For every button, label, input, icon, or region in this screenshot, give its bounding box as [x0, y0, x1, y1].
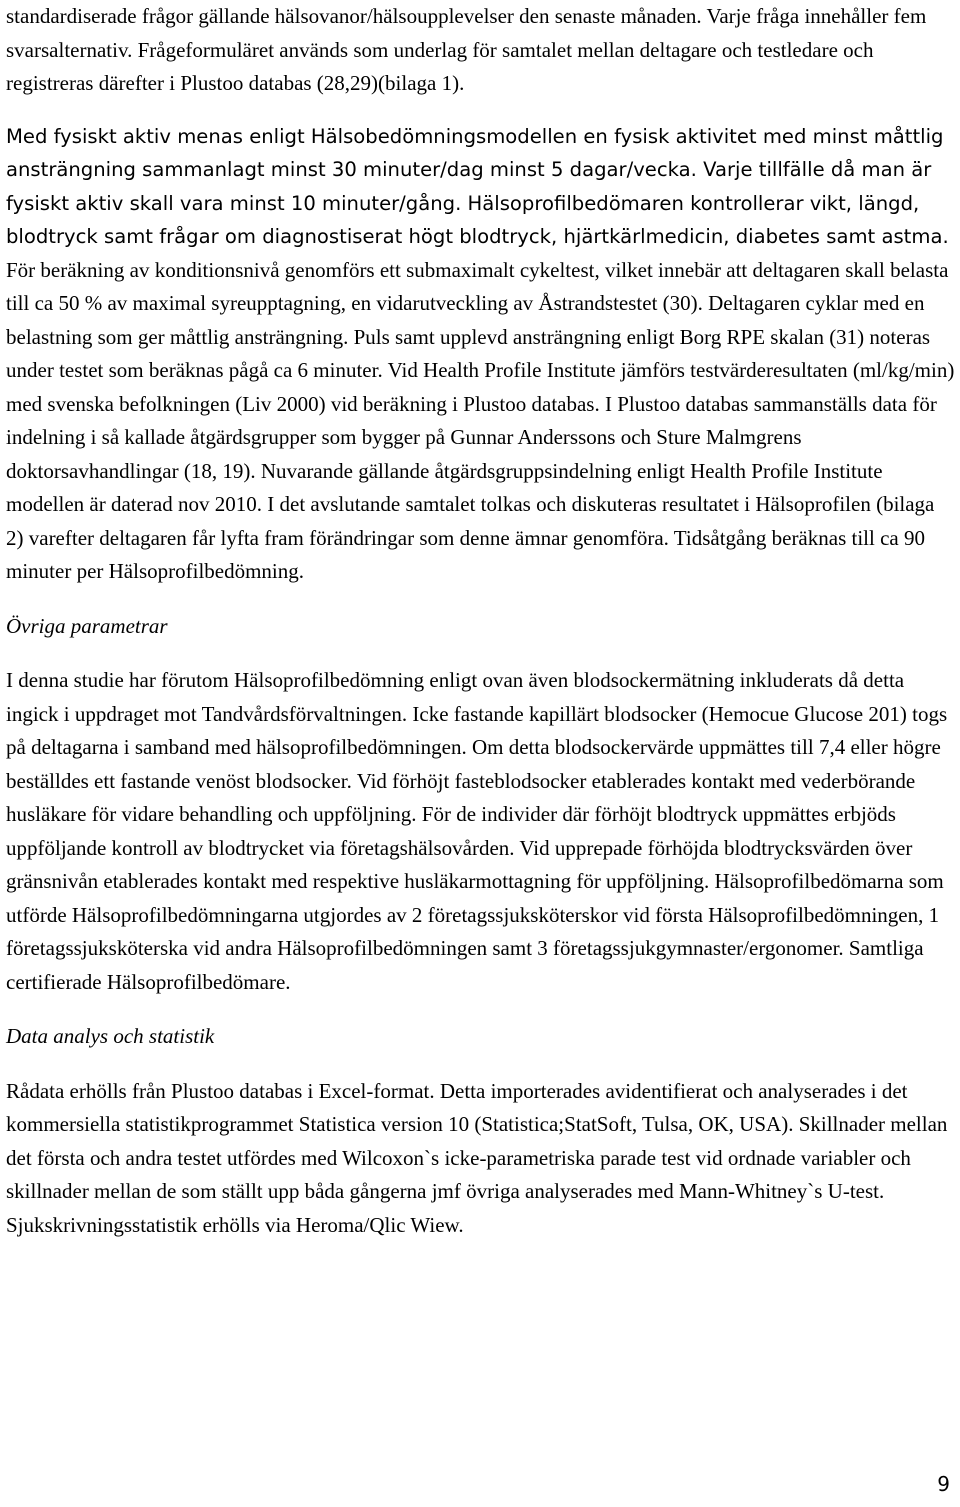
paragraph-serif-text: För beräkning av konditionsnivå genomförs ett submaximalt cykeltest, vilket innebär att deltagaren skall belasta till ca 50 % av maximal syreupptagning, en vidarutveckling av Åstrandstestet (30). Deltagaren cyklar med en belastning som ger måttlig ansträngning. Puls samt upplevd ansträngning enligt Borg RPE skalan (31) noteras under testet som beräknas pågå ca 6 minuter. Vid Health Profile Institute jämförs testvärderesultaten (ml/kg/min) med svenska befolkningen (Liv 2000) vid beräkning i Plustoo databas. I Plustoo databas sammanställs data för indelning i så kallade åtgärdsgrupper som bygger på Gunnar Anderssons och Sture Malmgrens doktorsavhandlingar (18, 19). Nuvarande gällande åtgärdsgruppsindelning enligt Health Profile Institute modellen är daterad nov 2010. I det avslutande samtalet tolkas och diskuteras resultatet i Hälsoprofilen (bilaga 2) varefter deltagaren får lyfta fram förändringar som denne ämnar genomföra. Tidsåtgång beräknas till ca 90 minuter per Hälsoprofilbedömning.: [6, 257, 955, 583]
section-heading: Övriga parametrar: [6, 613, 168, 638]
paragraph-sans-text: Med fysiskt aktiv menas enligt Hälsobedömningsmodellen en fysisk aktivitet med minst måttlig ansträngning sammanlagt minst 30 minuter/dag minst 5 dagar/vecka. Varje tillfälle då man är fysiskt aktiv skall vara minst 10 minuter/gång. Hälsoprofilbedömaren kontrollerar vikt, längd, blodtryck samt frågar om diagnostiserat högt blodtryck, hjärtkärlmedicin, diabetes samt astma.: [6, 124, 949, 248]
body-paragraph: standardiserade frågor gällande hälsovanor/hälsoupplevelser den senaste månaden. Varje fråga innehåller fem svarsalternativ. Frågeformuläret används som underlag för samtalet mellan deltagare och testledare och registreras därefter i Plustoo databas (28,29)(bilaga 1).: [6, 4, 927, 95]
section-heading: Data analys och statistik: [6, 1024, 215, 1048]
body-paragraph: I denna studie har förutom Hälsoprofilbedömning enligt ovan även blodsockermätning inkluderats då detta ingick i uppdraget mot Tandvårdsförvaltningen. Icke fastande kapillärt blodsocker (Hemocue Glucose 201) togs på deltagarna i samband med hälsoprofilbedömningen. Om detta blodsockervärde uppmättes till 7,4 eller högre beställdes ett fastande venöst blodsocker. Vid förhöjt fasteblodsocker etablerades kontakt med vederbörande husläkare för vidare behandling och uppföljning. För de individer där förhöjt blodtryck uppmättes erbjöds uppföljande kontroll av blodtrycket via företagshälsovården. Vid upprepade förhöjda blodtrycksvärden över gränsnivån etablerades kontakt med respektive husläkarmottagning för uppföljning. Hälsoprofilbedömarna som utförde Hälsoprofilbedömningarna utgjordes av 2 företagssjuksköterskor vid första Hälsoprofilbedömningen, 1 företagssjuksköterska vid andra Hälsoprofilbedömningen samt 3 företagssjukgymnaster/ergonomer. Samtliga certifierade Hälsoprofilbedömare.: [6, 668, 948, 994]
body-paragraph: [6, 120, 956, 589]
body-paragraph: Rådata erhölls från Plustoo databas i Excel-format. Detta importerades avidentifierat och analyserades i det kommersiella statistikprogrammet Statistica version 10 (Statistica;StatSoft, Tulsa, OK, USA). Skillnader mellan det första och andra testet utfördes med Wilcoxon`s icke-parametriska parade test vid ordnade variabler och skillnader mellan de som ställt upp båda gångerna jmf övriga analyserades med Mann-Whitney`s U-test. Sjukskrivningsstatistik erhölls via Heroma/Qlic Wiew.: [6, 1078, 948, 1237]
document-page: [6, 0, 956, 1242]
page-number: 9: [937, 1472, 950, 1496]
